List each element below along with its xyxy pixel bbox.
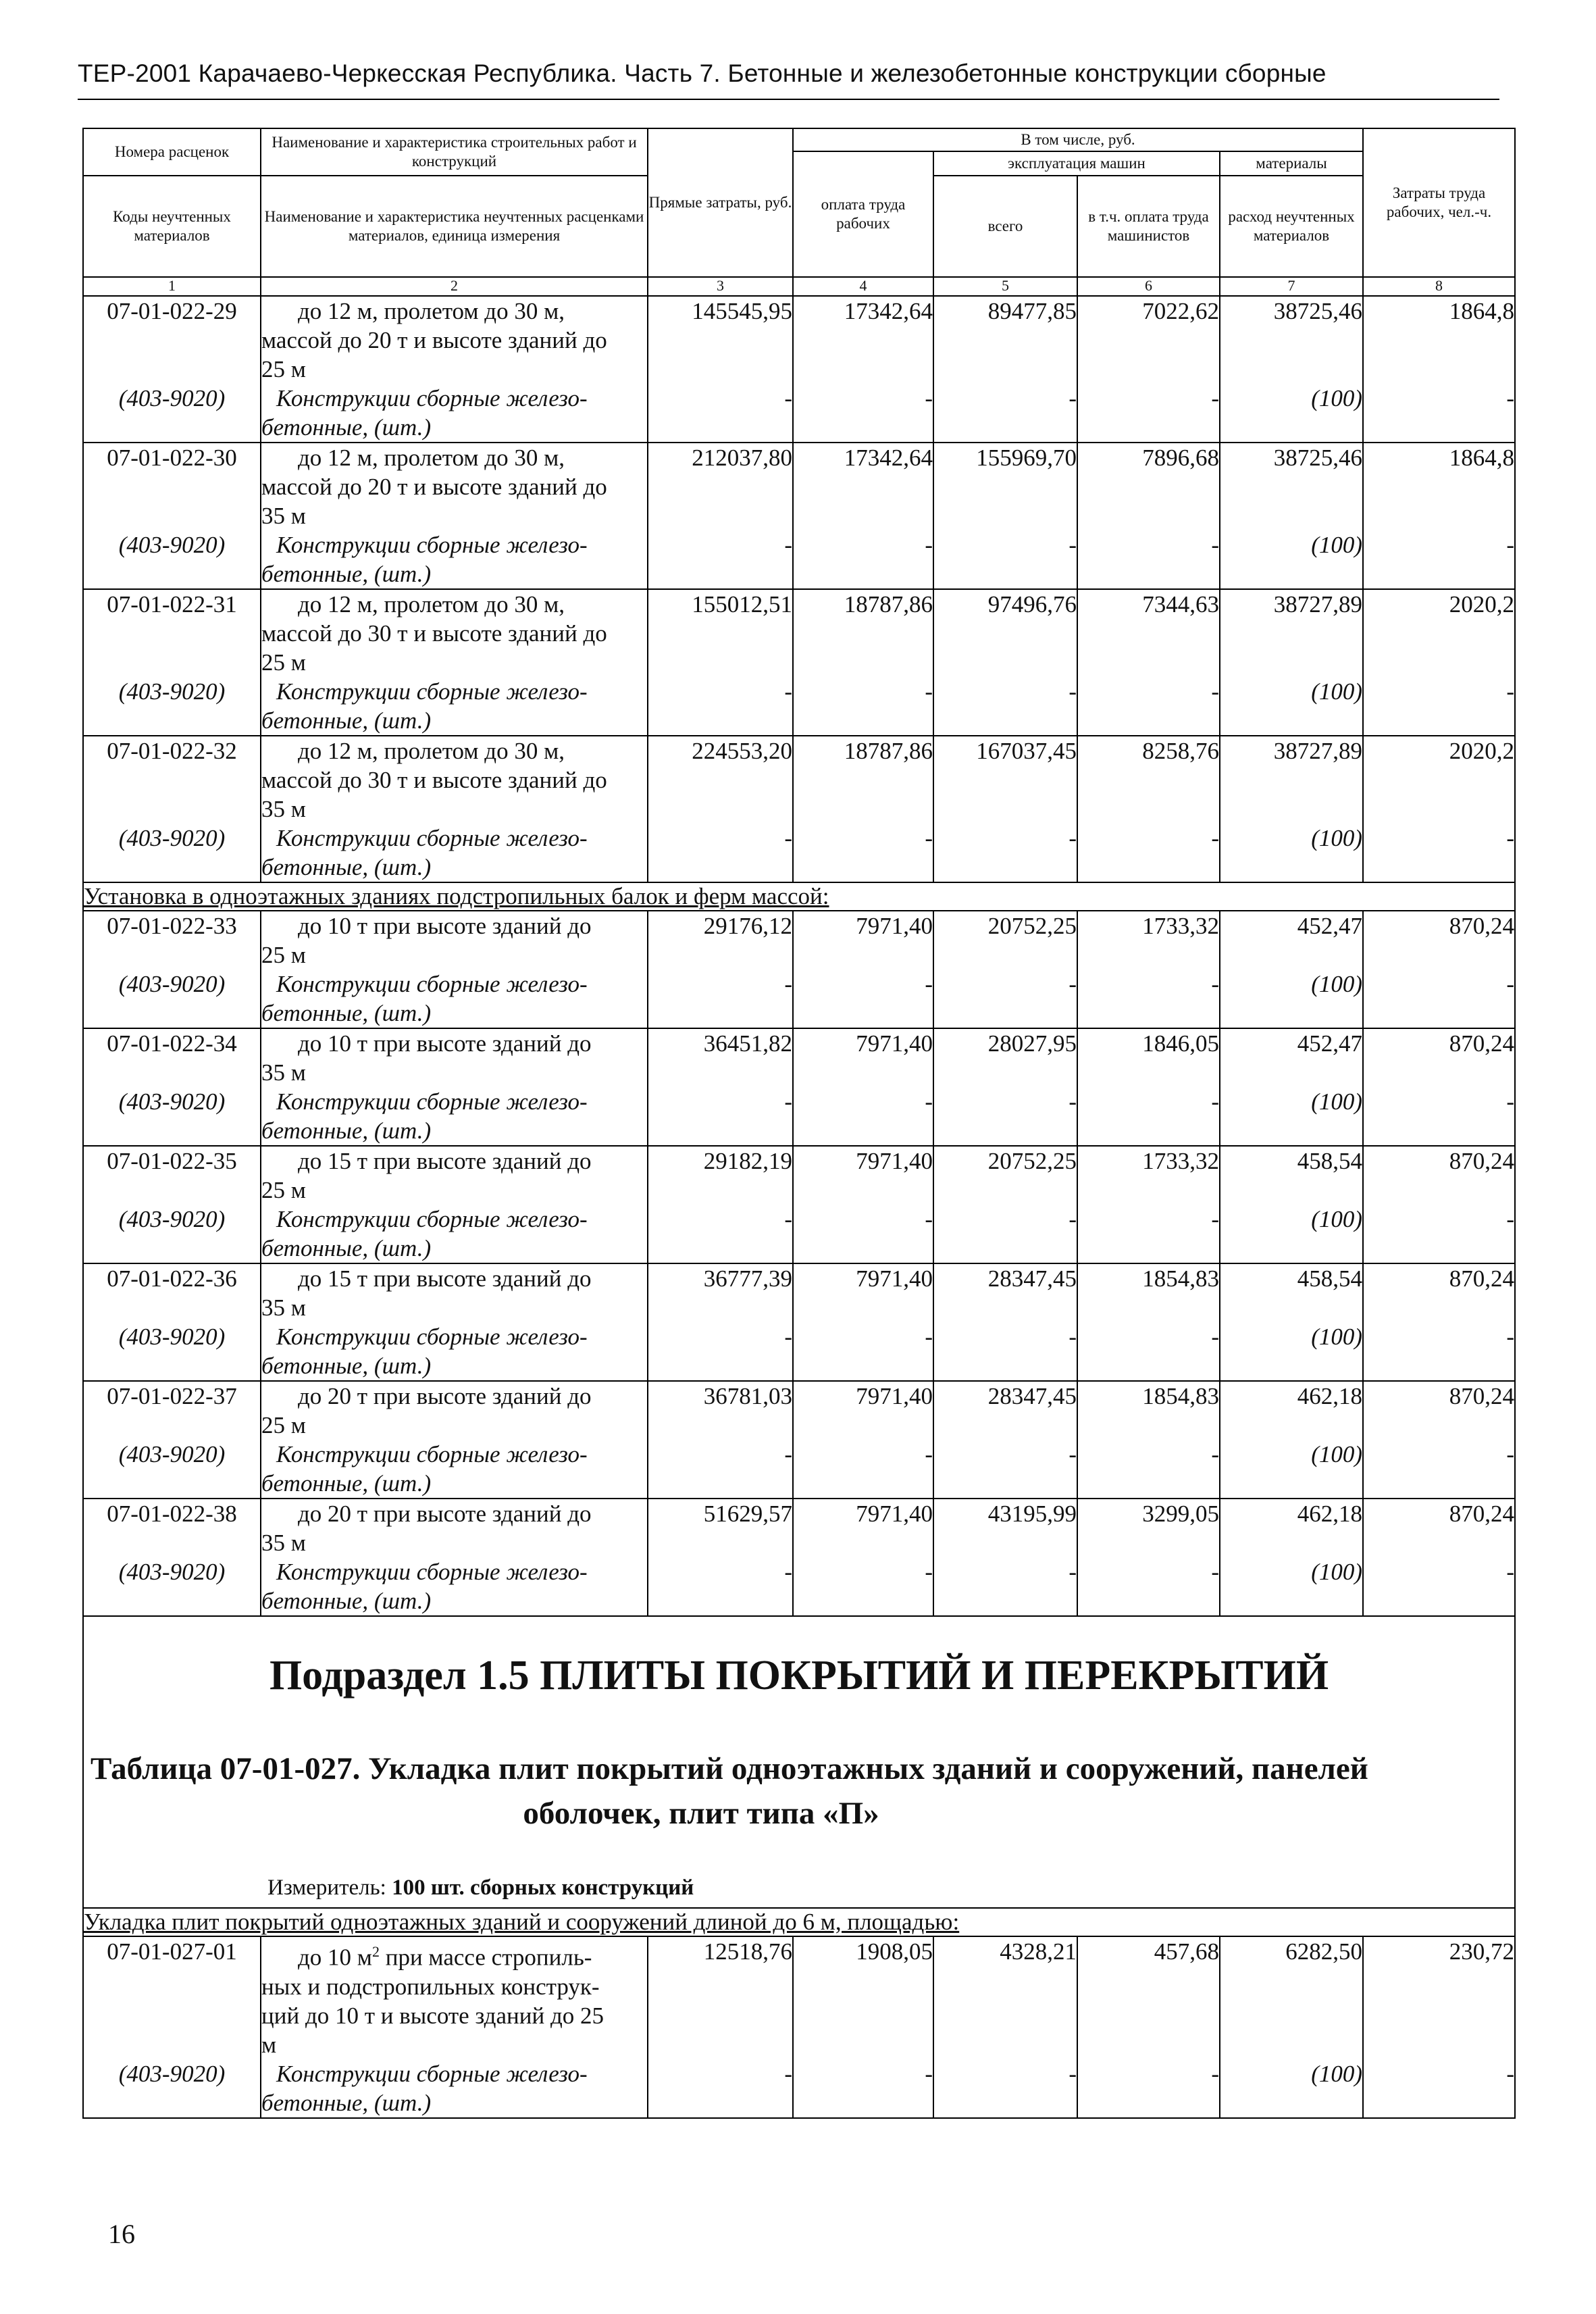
- table-row: [83, 1146, 1515, 1205]
- desc-line: до 15 т при высоте зданий до: [298, 1148, 592, 1174]
- material-code: (403-9020): [83, 824, 261, 882]
- labor-hours: 2020,2: [1363, 736, 1515, 824]
- machines-all: 43195,99: [933, 1499, 1077, 1557]
- dash: -: [648, 384, 793, 443]
- material-qty: (100): [1220, 530, 1363, 589]
- machines-all: 89477,85: [933, 296, 1077, 384]
- desc-line: 25 м: [261, 356, 306, 382]
- material-code: (403-9020): [83, 1557, 261, 1616]
- machines-operators: 1854,83: [1077, 1381, 1220, 1440]
- dash: -: [793, 1440, 933, 1499]
- materials: 452,47: [1220, 1028, 1363, 1087]
- desc-line: 35 м: [261, 796, 306, 822]
- dash: -: [793, 1557, 933, 1616]
- machines-operators: 1846,05: [1077, 1028, 1220, 1087]
- materials: 462,18: [1220, 1381, 1363, 1440]
- desc-line: ций до 10 т и высоте зданий до 25: [261, 2002, 604, 2029]
- material-code: (403-9020): [83, 2059, 261, 2118]
- material-line: бетонные, (шт.): [261, 854, 432, 880]
- desc-line: до 10 т при высоте зданий до: [298, 913, 592, 939]
- dash: -: [793, 1087, 933, 1146]
- dash: -: [648, 1322, 793, 1381]
- dash: -: [1077, 1087, 1220, 1146]
- material-name: [261, 1087, 648, 1146]
- dash: -: [648, 677, 793, 736]
- direct-costs: 212037,80: [648, 443, 793, 530]
- material-name: [261, 530, 648, 589]
- machines-operators: 1733,32: [1077, 1146, 1220, 1205]
- labor-pay: 7971,40: [793, 1381, 933, 1440]
- machines-all: 4328,21: [933, 1936, 1077, 2059]
- rates-table: [82, 128, 1516, 2119]
- table-title-line1: Таблица 07-01-027. Укладка плит покрытий одноэтажных зданий и сооружений, панелей: [91, 1751, 1368, 1786]
- material-row: [83, 1322, 1515, 1381]
- material-qty: (100): [1220, 677, 1363, 736]
- rate-code: 07-01-022-30: [83, 443, 261, 530]
- rate-description: [261, 1381, 648, 1440]
- in-total-header: В том числе, руб.: [793, 128, 1363, 151]
- material-code: (403-9020): [83, 384, 261, 443]
- dash: -: [1363, 1557, 1515, 1616]
- dash: -: [933, 1440, 1077, 1499]
- table-row: [83, 736, 1515, 824]
- table-row: [83, 1028, 1515, 1087]
- desc-line: 35 м: [261, 1530, 306, 1556]
- desc-part: при массе стропиль-: [379, 1944, 592, 1971]
- material-line: бетонные, (шт.): [261, 1588, 432, 1614]
- dash: -: [933, 970, 1077, 1028]
- rate-description: [261, 443, 648, 530]
- desc-part: до 10 м: [298, 1944, 372, 1971]
- dash: -: [933, 384, 1077, 443]
- material-row: [83, 1557, 1515, 1616]
- material-name: [261, 384, 648, 443]
- dash: -: [1363, 970, 1515, 1028]
- desc-line: 25 м: [261, 1177, 306, 1203]
- rate-code: 07-01-027-01: [83, 1936, 261, 2059]
- material-qty: (100): [1220, 1322, 1363, 1381]
- col-num: 6: [1077, 277, 1220, 296]
- desc-line: 35 м: [261, 503, 306, 529]
- desc-line: до 10 т при высоте зданий до: [298, 1030, 592, 1057]
- col1-top-header: Номера расценок: [83, 128, 261, 176]
- dash: -: [648, 1087, 793, 1146]
- material-qty: (100): [1220, 1440, 1363, 1499]
- table-row: [83, 296, 1515, 384]
- desc-line: 35 м: [261, 1294, 306, 1321]
- dash: -: [933, 2059, 1077, 2118]
- material-name: [261, 1440, 648, 1499]
- header-rule: [78, 99, 1499, 100]
- material-line: Конструкции сборные железо-: [276, 385, 588, 411]
- table-row: [83, 1263, 1515, 1322]
- dash: -: [1363, 2059, 1515, 2118]
- dash: -: [1077, 1205, 1220, 1263]
- material-qty: (100): [1220, 384, 1363, 443]
- material-line: Конструкции сборные железо-: [276, 1088, 588, 1115]
- dash: -: [793, 2059, 933, 2118]
- labor-hours: 870,24: [1363, 1381, 1515, 1440]
- material-line: бетонные, (шт.): [261, 707, 432, 734]
- materials: 462,18: [1220, 1499, 1363, 1557]
- dash: -: [648, 824, 793, 882]
- machines-incl-header: в т.ч. оплата труда машинистов: [1077, 176, 1220, 277]
- measure-value: 100 шт. сборных конструкций: [392, 1876, 694, 1900]
- desc-line: ных и подстропильных конструк-: [261, 1973, 600, 2000]
- direct-costs: 29182,19: [648, 1146, 793, 1205]
- labor-pay: 7971,40: [793, 1263, 933, 1322]
- material-row: [83, 1440, 1515, 1499]
- material-row: [83, 384, 1515, 443]
- labor-pay-header: оплата труда рабочих: [793, 151, 933, 277]
- dash: -: [793, 1205, 933, 1263]
- section-heading-b: Установка в одноэтажных зданиях подстропильных балок и ферм массой:: [83, 882, 1515, 911]
- dash: -: [793, 677, 933, 736]
- labor-pay: 1908,05: [793, 1936, 933, 2059]
- desc-line: до 12 м, пролетом до 30 м,: [298, 445, 565, 471]
- desc-line: до 12 м, пролетом до 30 м,: [298, 591, 565, 618]
- rate-description: [261, 911, 648, 970]
- dash: -: [793, 384, 933, 443]
- labor-hours: 870,24: [1363, 1028, 1515, 1087]
- labor-hours: 870,24: [1363, 1263, 1515, 1322]
- labor-hours: 870,24: [1363, 1499, 1515, 1557]
- desc-line: до 20 т при высоте зданий до: [298, 1501, 592, 1527]
- material-name: [261, 677, 648, 736]
- dash: -: [793, 1322, 933, 1381]
- table-row: [83, 1499, 1515, 1557]
- dash: -: [648, 530, 793, 589]
- table-title-line2: оболочек, плит типа «П»: [523, 1796, 879, 1831]
- materials: 38727,89: [1220, 736, 1363, 824]
- table-title: [91, 1746, 1508, 1836]
- desc-line: до 12 м, пролетом до 30 м,: [298, 738, 565, 764]
- direct-costs: 36777,39: [648, 1263, 793, 1322]
- table-row: [83, 589, 1515, 677]
- material-row: [83, 530, 1515, 589]
- rate-code: 07-01-022-31: [83, 589, 261, 677]
- dash: -: [648, 1205, 793, 1263]
- dash: -: [1077, 1440, 1220, 1499]
- dash: -: [1363, 530, 1515, 589]
- material-line: бетонные, (шт.): [261, 1470, 432, 1496]
- material-name: [261, 1557, 648, 1616]
- col-num: 7: [1220, 277, 1363, 296]
- material-code: (403-9020): [83, 1087, 261, 1146]
- dash: -: [933, 1205, 1077, 1263]
- labor-pay: 7971,40: [793, 911, 933, 970]
- rate-code: 07-01-022-37: [83, 1381, 261, 1440]
- material-code: (403-9020): [83, 1322, 261, 1381]
- desc-line: [261, 1937, 647, 1972]
- direct-costs: 29176,12: [648, 911, 793, 970]
- direct-costs: 155012,51: [648, 589, 793, 677]
- dash: -: [1363, 384, 1515, 443]
- material-line: бетонные, (шт.): [261, 1000, 432, 1026]
- machines-operators: 7344,63: [1077, 589, 1220, 677]
- rate-description: [261, 1263, 648, 1322]
- subsection-block: [83, 1616, 1515, 1908]
- material-code: (403-9020): [83, 1440, 261, 1499]
- dash: -: [1363, 824, 1515, 882]
- labor-hours: 870,24: [1363, 911, 1515, 970]
- material-row: [83, 677, 1515, 736]
- material-row: [83, 1087, 1515, 1146]
- materials: 38727,89: [1220, 589, 1363, 677]
- rate-code: 07-01-022-32: [83, 736, 261, 824]
- dash: -: [1363, 1440, 1515, 1499]
- desc-line: массой до 20 т и высоте зданий до: [261, 327, 607, 353]
- direct-costs: 224553,20: [648, 736, 793, 824]
- material-qty: (100): [1220, 1557, 1363, 1616]
- dash: -: [933, 677, 1077, 736]
- labor-pay: 7971,40: [793, 1028, 933, 1087]
- measure-label: Измеритель:: [267, 1876, 386, 1900]
- material-line: Конструкции сборные железо-: [276, 532, 588, 558]
- dash: -: [793, 530, 933, 589]
- dash: -: [1077, 824, 1220, 882]
- rate-description: [261, 589, 648, 677]
- material-row: [83, 824, 1515, 882]
- material-line: Конструкции сборные железо-: [276, 1559, 588, 1585]
- dash: -: [1077, 530, 1220, 589]
- material-line: Конструкции сборные железо-: [276, 2060, 588, 2087]
- machines-all: 155969,70: [933, 443, 1077, 530]
- labor-hours: 1864,8: [1363, 296, 1515, 384]
- col2-top-header: Наименование и характеристика строительных работ и конструкций: [261, 128, 648, 176]
- materials: 458,54: [1220, 1146, 1363, 1205]
- material-name: [261, 2059, 648, 2118]
- dash: -: [1077, 384, 1220, 443]
- materials-header: материалы: [1220, 151, 1363, 176]
- rows-group-b: [83, 911, 1515, 1616]
- labor-hours: 2020,2: [1363, 589, 1515, 677]
- material-qty: (100): [1220, 970, 1363, 1028]
- labor-pay: 18787,86: [793, 589, 933, 677]
- superscript: 2: [371, 1943, 380, 1960]
- labor-pay: 17342,64: [793, 443, 933, 530]
- direct-costs: 145545,95: [648, 296, 793, 384]
- dash: -: [1077, 970, 1220, 1028]
- dash: -: [933, 1557, 1077, 1616]
- dash: -: [1077, 1557, 1220, 1616]
- dash: -: [648, 970, 793, 1028]
- machines-operators: 1854,83: [1077, 1263, 1220, 1322]
- materials: 38725,46: [1220, 443, 1363, 530]
- material-code: (403-9020): [83, 530, 261, 589]
- material-name: [261, 1322, 648, 1381]
- machines-all: 28347,45: [933, 1263, 1077, 1322]
- machines-operators: 1733,32: [1077, 911, 1220, 970]
- table-row: [83, 1936, 1515, 2059]
- rate-description: [261, 1936, 648, 2059]
- col-num: 8: [1363, 277, 1515, 296]
- desc-line: массой до 20 т и высоте зданий до: [261, 474, 607, 500]
- dash: -: [933, 530, 1077, 589]
- direct-costs: 36451,82: [648, 1028, 793, 1087]
- dash: -: [1363, 1322, 1515, 1381]
- dash: -: [933, 824, 1077, 882]
- desc-line: 25 м: [261, 649, 306, 676]
- rows-group-a: [83, 296, 1515, 882]
- dash: -: [648, 1440, 793, 1499]
- rate-code: 07-01-022-35: [83, 1146, 261, 1205]
- rate-description: [261, 1028, 648, 1087]
- table-row: [83, 911, 1515, 970]
- page-header: ТЕР-2001 Карачаево-Черкесская Республика. Часть 7. Бетонные и железобетонные конструкции сборные: [78, 59, 1327, 87]
- table-row: [83, 1381, 1515, 1440]
- page-number: 16: [108, 2219, 135, 2249]
- dash: -: [793, 970, 933, 1028]
- material-name: [261, 970, 648, 1028]
- material-qty: (100): [1220, 1205, 1363, 1263]
- rate-description: [261, 1499, 648, 1557]
- dash: -: [793, 824, 933, 882]
- machines-all: 97496,76: [933, 589, 1077, 677]
- dash: -: [648, 2059, 793, 2118]
- dash: -: [1077, 1322, 1220, 1381]
- subsection-title: Подраздел 1.5 ПЛИТЫ ПОКРЫТИЙ И ПЕРЕКРЫТИЙ: [269, 1653, 1329, 1699]
- material-line: бетонные, (шт.): [261, 1353, 432, 1379]
- dash: -: [1077, 2059, 1220, 2118]
- labor-hours: 230,72: [1363, 1936, 1515, 2059]
- desc-line: до 12 м, пролетом до 30 м,: [298, 298, 565, 324]
- material-name: [261, 824, 648, 882]
- material-row: [83, 1205, 1515, 1263]
- desc-line: до 20 т при высоте зданий до: [298, 1383, 592, 1409]
- material-row: [83, 970, 1515, 1028]
- material-line: Конструкции сборные железо-: [276, 1441, 588, 1467]
- machines-all: 167037,45: [933, 736, 1077, 824]
- material-qty: (100): [1220, 2059, 1363, 2118]
- dash: -: [1363, 677, 1515, 736]
- desc-line: массой до 30 т и высоте зданий до: [261, 620, 607, 647]
- rate-description: [261, 736, 648, 824]
- col-num: 3: [648, 277, 793, 296]
- col-num: 1: [83, 277, 261, 296]
- material-line: Конструкции сборные железо-: [276, 678, 588, 705]
- desc-line: до 15 т при высоте зданий до: [298, 1265, 592, 1292]
- measure-line: [267, 1876, 694, 1901]
- material-line: Конструкции сборные железо-: [276, 971, 588, 997]
- material-code: (403-9020): [83, 677, 261, 736]
- material-line: бетонные, (шт.): [261, 1117, 432, 1144]
- materials: 6282,50: [1220, 1936, 1363, 2059]
- machines-operators: 457,68: [1077, 1936, 1220, 2059]
- col-num: 2: [261, 277, 648, 296]
- machines-all: 20752,25: [933, 1146, 1077, 1205]
- machines-operators: 7896,68: [1077, 443, 1220, 530]
- section-heading-c: Укладка плит покрытий одноэтажных зданий и сооружений длиной до 6 м, площадью:: [83, 1908, 1515, 1936]
- material-row: [83, 2059, 1515, 2118]
- labor-pay: 18787,86: [793, 736, 933, 824]
- machines-operators: 8258,76: [1077, 736, 1220, 824]
- material-line: бетонные, (шт.): [261, 414, 432, 441]
- direct-costs-header: Прямые затраты, руб.: [648, 128, 793, 277]
- direct-costs: 36781,03: [648, 1381, 793, 1440]
- direct-costs: 12518,76: [648, 1936, 793, 2059]
- labor-pay: 7971,40: [793, 1146, 933, 1205]
- materials: 38725,46: [1220, 296, 1363, 384]
- material-name: [261, 1205, 648, 1263]
- rate-code: 07-01-022-38: [83, 1499, 261, 1557]
- rate-code: 07-01-022-36: [83, 1263, 261, 1322]
- col1-bottom-header: Коды неучтенных материалов: [83, 176, 261, 277]
- labor-hours: 1864,8: [1363, 443, 1515, 530]
- col2-bottom-header: Наименование и характеристика неучтенных расценками материалов, единица измерения: [261, 176, 648, 277]
- material-line: бетонные, (шт.): [261, 561, 432, 587]
- material-line: бетонные, (шт.): [261, 2089, 432, 2116]
- machines-all: 28347,45: [933, 1381, 1077, 1440]
- material-qty: (100): [1220, 824, 1363, 882]
- machines-operators: 3299,05: [1077, 1499, 1220, 1557]
- materials: 458,54: [1220, 1263, 1363, 1322]
- material-qty: (100): [1220, 1087, 1363, 1146]
- dash: -: [1077, 677, 1220, 736]
- rate-description: [261, 1146, 648, 1205]
- material-line: Конструкции сборные железо-: [276, 1324, 588, 1350]
- col-num: 4: [793, 277, 933, 296]
- desc-line: 25 м: [261, 942, 306, 968]
- rate-code: 07-01-022-29: [83, 296, 261, 384]
- machines-all-header: всего: [933, 176, 1077, 277]
- dash: -: [648, 1557, 793, 1616]
- rate-description: [261, 296, 648, 384]
- dash: -: [933, 1322, 1077, 1381]
- table-row: [83, 443, 1515, 530]
- machines-all: 28027,95: [933, 1028, 1077, 1087]
- labor-pay: 17342,64: [793, 296, 933, 384]
- machines-operators: 7022,62: [1077, 296, 1220, 384]
- material-code: (403-9020): [83, 1205, 261, 1263]
- material-line: Конструкции сборные железо-: [276, 825, 588, 851]
- labor-pay: 7971,40: [793, 1499, 933, 1557]
- dash: -: [933, 1087, 1077, 1146]
- desc-line: массой до 30 т и высоте зданий до: [261, 767, 607, 793]
- desc-line: м: [261, 2031, 277, 2058]
- materials: 452,47: [1220, 911, 1363, 970]
- direct-costs: 51629,57: [648, 1499, 793, 1557]
- rate-code: 07-01-022-34: [83, 1028, 261, 1087]
- desc-line: 35 м: [261, 1059, 306, 1086]
- material-code: (403-9020): [83, 970, 261, 1028]
- col-num: 5: [933, 277, 1077, 296]
- labor-hours: 870,24: [1363, 1146, 1515, 1205]
- machines-header: эксплуатация машин: [933, 151, 1220, 176]
- dash: -: [1363, 1087, 1515, 1146]
- material-line: Конструкции сборные железо-: [276, 1206, 588, 1232]
- machines-all: 20752,25: [933, 911, 1077, 970]
- rate-code: 07-01-022-33: [83, 911, 261, 970]
- materials-sub-header: расход неучтенных материалов: [1220, 176, 1363, 277]
- dash: -: [1363, 1205, 1515, 1263]
- labor-cost-header: Затраты труда рабочих, чел.-ч.: [1363, 128, 1515, 277]
- desc-line: 25 м: [261, 1412, 306, 1438]
- material-line: бетонные, (шт.): [261, 1235, 432, 1261]
